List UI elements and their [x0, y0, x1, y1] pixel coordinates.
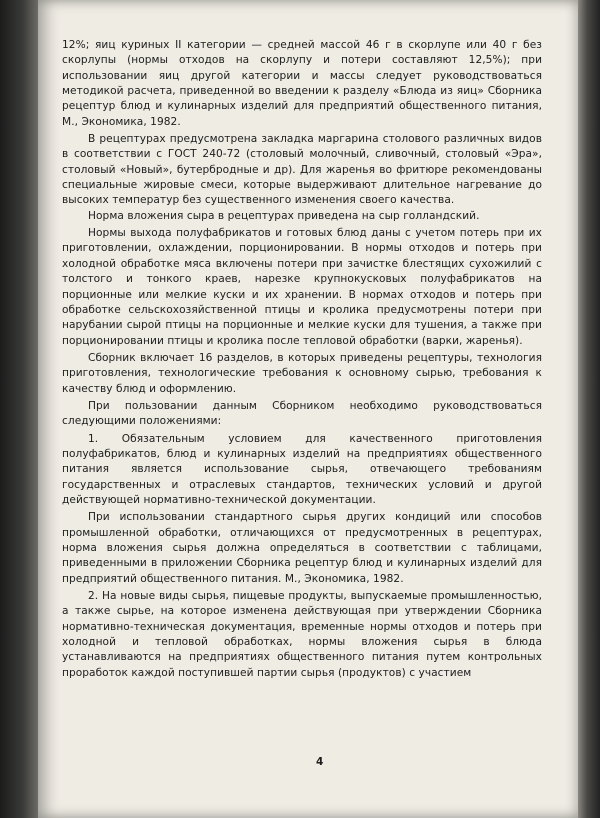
paragraph-usage-intro: При пользовании данным Сборником необходимо руководствоваться следующими положениями: — [62, 399, 542, 428]
paragraph-yield-norms: Нормы выхода полуфабрикатов и готовых блюд даны с учетом потерь при их приготовлении, охлаждении, порционировании. В нормы отходов и потерь при холодной обработке мяса включены потери при зачистке блестящих сухожилий с толстого и тонкого краев, нарезке крупнокусковых полуфабрикатов на порционные или мелкие куски и их хранении. В нормах отходов и потерь при обработке сельскохозяйственной птицы и кролика предусмотрены потери при нарубании сырой птицы на порционные и мелкие куски для тушения, а также при порционировании птицы и кролика после тепловой обработки (варки, жаренья). — [62, 227, 542, 347]
paragraph-rule-2: 2. На новые виды сырья, пищевые продукты, выпускаемые промышленностью, а также сырье, на которое изменена действующая при утверждении Сборника нормативно-техническая документация, временные нормы отходов и потерь при холодной и тепловой обработках, нормы вложения сырья в блюда устанавливаются на предприятиях общественного питания путем контрольных проработок каждой поступившей партии сырья (продуктов) с участием — [62, 590, 542, 679]
paragraph-sections: Сборник включает 16 разделов, в которых приведены рецептуры, технология приготовления, технологические требования к основному сырью, требования к качеству блюд и оформлению. — [62, 351, 542, 395]
paragraph-nonstandard-raw: При использовании стандартного сырья других кондиций или способов промышленной обработки, отличающихся от предусмотренных в рецептурах, норма вложения сырья должна определяться в соответствии с таблицами, приведенными в приложении Сборника рецептур блюд и кулинарных изделий для предприятий общественного питания. М., Экономика, 1982. — [62, 511, 542, 585]
scan-background-left — [0, 0, 38, 818]
paragraph-rule-1: 1. Обязательным условием для качественного приготовления полуфабрикатов, блюд и кулинарных изделий на предприятиях общественного питания является использование сырья, отвечающего требованиям государственных и отраслевых стандартов, технических условий и другой действующей нормативно-технической документации. — [62, 432, 542, 506]
scan-background-right — [578, 0, 600, 818]
paragraph-eggs: 12%; яиц куриных II категории — средней массой 46 г в скорлупе или 40 г без скорлупы (нормы отходов на скорлупу и потери составляют 12,5%); при использовании яиц другой категории и массы следует руководствоваться методикой расчета, приведенной во введении к разделу «Блюда из яиц» Сборника рецептур блюд и кулинарных изделий для предприятий общественного питания, М., Экономика, 1982. — [62, 39, 542, 128]
paragraph-margarine: В рецептурах предусмотрена закладка маргарина столового различных видов в соответствии с ГОСТ 240-72 (столовый молочный, сливочный, столовый «Эра», столовый «Новый», бутербродные и др). Для жаренья во фритюре рекомендованы специальные жировые смеси, которые выдерживают длительное нагревание до высоких температур без существенного изменения своего качества. — [62, 133, 542, 207]
paragraph-cheese: Норма вложения сыра в рецептурах приведена на сыр голландский. — [88, 209, 480, 222]
page-number: 4 — [316, 756, 324, 768]
page-body-text — [62, 38, 542, 681]
